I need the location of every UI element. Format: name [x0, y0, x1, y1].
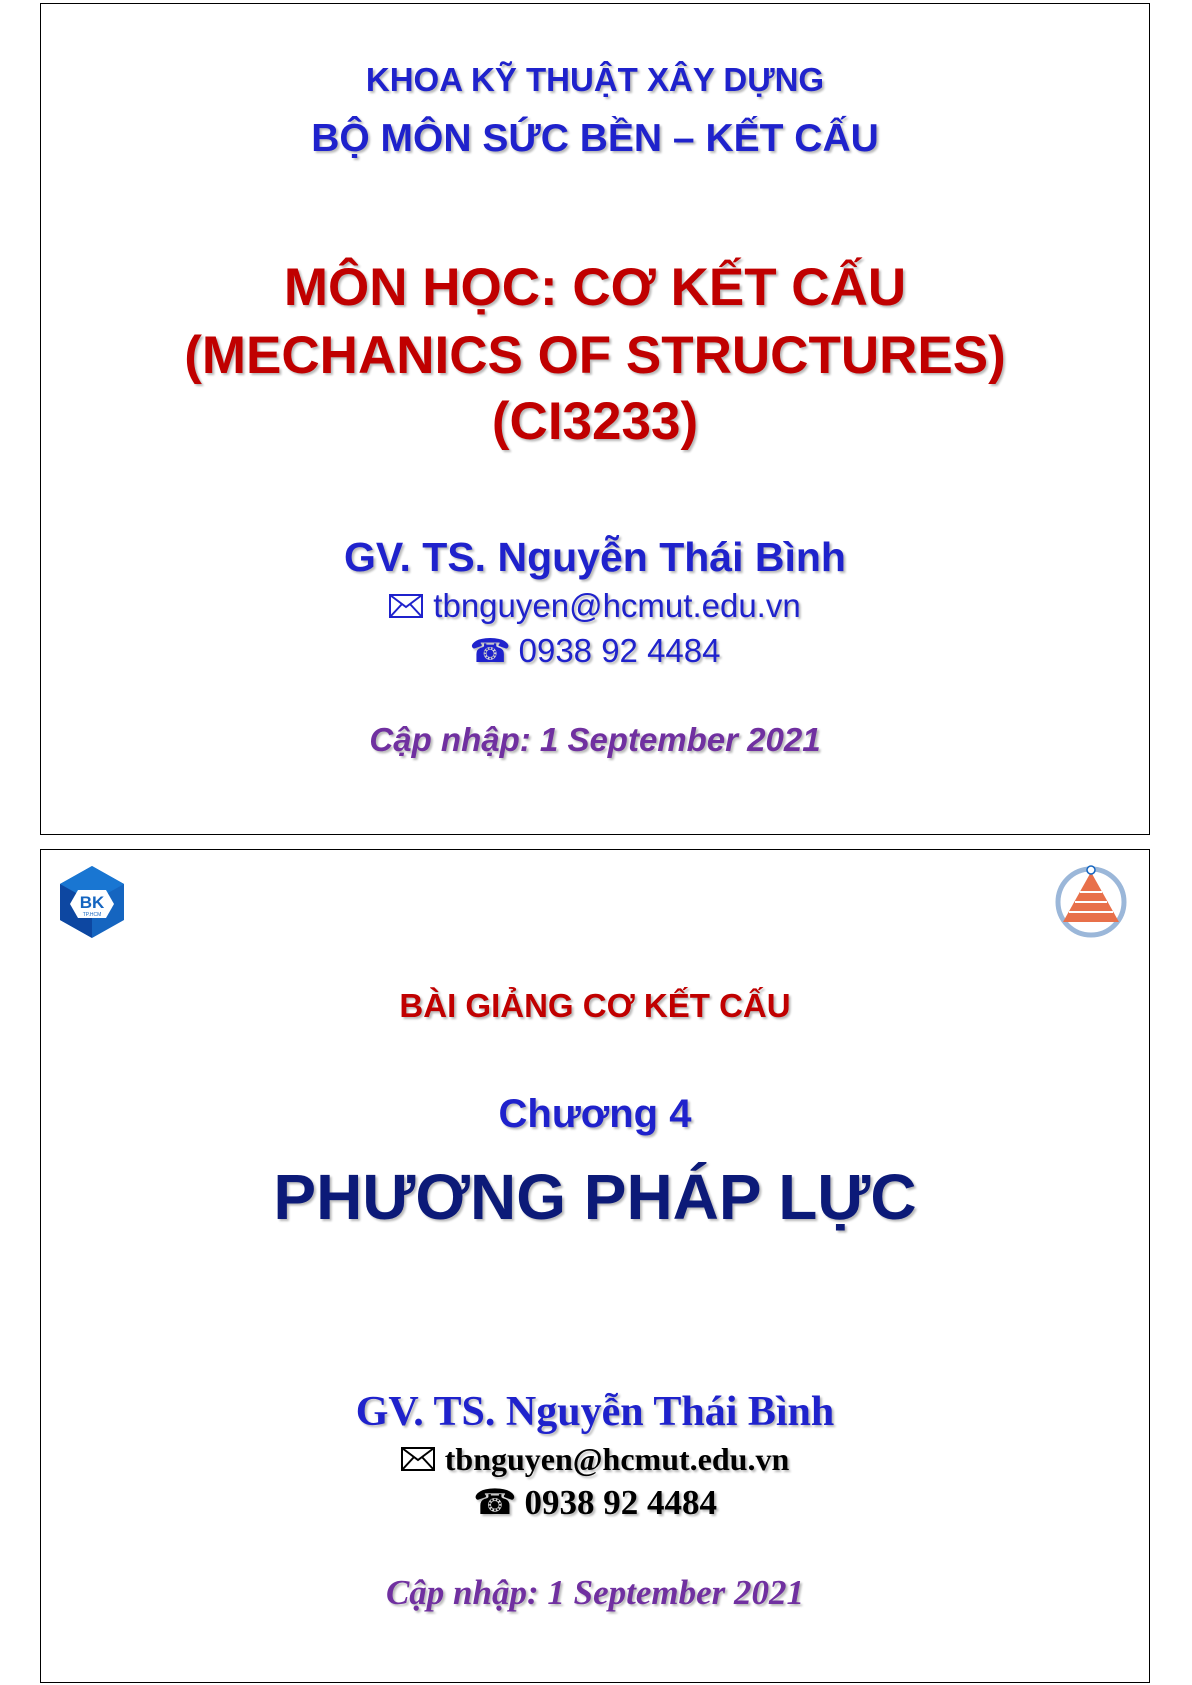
envelope-icon — [389, 594, 423, 618]
phone-number: 0938 92 4484 — [524, 1483, 718, 1522]
email-address[interactable]: tbnguyen@hcmut.edu.vn — [444, 1441, 790, 1477]
division-heading: BỘ MÔN SỨC BỀN – KẾT CẤU — [311, 117, 879, 160]
email-line — [41, 587, 1149, 625]
update-date: Cập nhập: 1 September 2021 — [385, 1573, 805, 1612]
department-heading: KHOA KỸ THUẬT XÂY DỰNG — [365, 61, 825, 98]
course-title-vn: MÔN HỌC: CƠ KẾT CẤU — [283, 258, 907, 317]
bk-university-logo — [54, 864, 130, 940]
phone-number: 0938 92 4484 — [518, 632, 721, 669]
lecture-series-title: BÀI GIẢNG CƠ KẾT CẤU — [399, 987, 791, 1024]
bk-logo-subtext: TP.HCM — [82, 912, 102, 918]
phone-line — [41, 1483, 1149, 1523]
chapter-title: PHƯƠNG PHÁP LỰC — [273, 1161, 917, 1233]
slide-course-cover — [40, 3, 1150, 835]
email-address[interactable]: tbnguyen@hcmut.edu.vn — [433, 587, 801, 624]
bk-logo-text: BK — [79, 893, 105, 912]
telephone-icon: ☎ — [472, 1483, 517, 1523]
update-date: Cập nhập: 1 September 2021 — [369, 721, 821, 758]
course-code: (CI3233) — [491, 392, 699, 451]
lecturer-name: GV. TS. Nguyễn Thái Bình — [344, 534, 846, 580]
email-line — [41, 1441, 1149, 1478]
chapter-number: Chương 4 — [498, 1092, 692, 1136]
civil-faculty-logo — [1053, 862, 1129, 938]
course-title-en: (MECHANICS OF STRUCTURES) — [184, 326, 1006, 385]
envelope-icon — [401, 1447, 435, 1471]
slide-chapter-cover — [40, 849, 1150, 1683]
phone-line — [41, 631, 1149, 670]
telephone-icon: ☎ — [469, 631, 511, 670]
lecturer-name: GV. TS. Nguyễn Thái Bình — [355, 1389, 835, 1435]
